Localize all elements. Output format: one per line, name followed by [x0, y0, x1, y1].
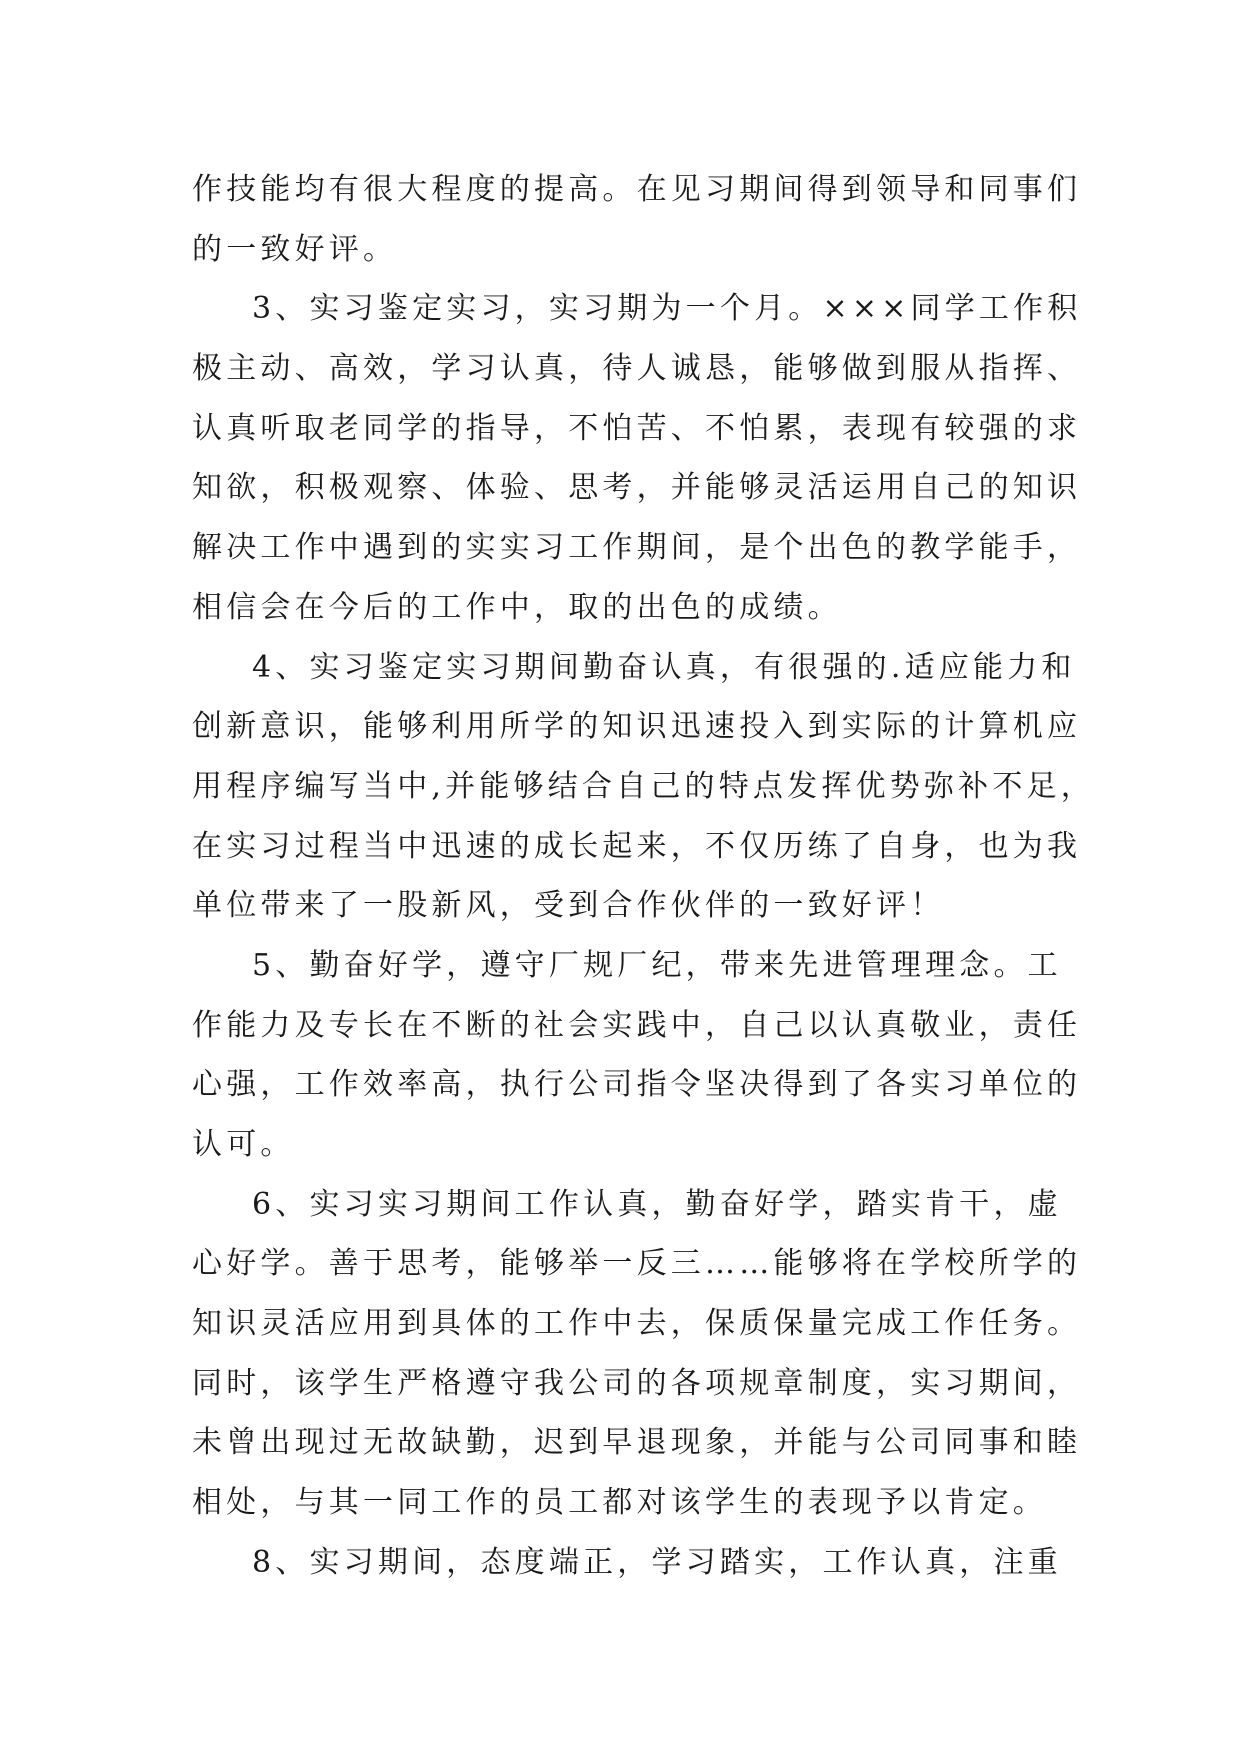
text-line: 3、实习鉴定实习，实习期为一个月。×××同学工作积: [252, 291, 1082, 327]
text-line: 5、勤奋好学，遵守厂规厂纪，带来先进管理理念。工: [252, 947, 1062, 983]
document-page: [192, 160, 1095, 1593]
text-line: 相处，与其一同工作的员工都对该学生的表现予以肯定。: [192, 1485, 1047, 1521]
text-line: 4、实习鉴定实习期间勤奋认真，有很强的.适应能力和: [252, 649, 1076, 685]
text-line: 在实习过程当中迅速的成长起来，不仅历练了自身，也为我: [192, 828, 1082, 864]
text-line: 作技能均有很大程度的提高。在见习期间得到领导和同事们: [192, 172, 1082, 207]
text-line: 知识灵活应用到具体的工作中去，保质保量完成工作任务。: [192, 1306, 1082, 1342]
text-line: 8、实习期间，态度端正，学习踏实，工作认真，注重: [252, 1544, 1062, 1580]
text-line: 6、实习实习期间工作认真，勤奋好学，踏实肯干，虚: [252, 1186, 1062, 1222]
text-line: 极主动、高效，学习认真，待人诚恳，能够做到服从指挥、: [192, 351, 1082, 387]
text-line: 心强，工作效率高，执行公司指令坚决得到了各实习单位的: [192, 1067, 1082, 1103]
text-line: 创新意识，能够利用所学的知识迅速投入到实际的计算机应: [192, 709, 1082, 745]
text-line: 单位带来了一股新风，受到合作伙伴的一致好评！: [192, 888, 945, 924]
text-line: 的一致好评。: [192, 231, 398, 267]
text-line: 认可。: [192, 1127, 295, 1162]
text-line: 相信会在今后的工作中，取的出色的成绩。: [192, 589, 842, 625]
text-line: 认真听取老同学的指导，不怕苦、不怕累，表现有较强的求: [192, 410, 1082, 446]
text-line: 未曾出现过无故缺勤，迟到早退现象，并能与公司同事和睦: [192, 1425, 1082, 1461]
text-line: 解决工作中遇到的实实习工作期间，是个出色的教学能手，: [192, 530, 1082, 566]
text-line: 用程序编写当中,并能够结合自己的特点发挥优势弥补不足，: [192, 768, 1095, 804]
text-line: 作能力及专长在不断的社会实践中，自己以认真敬业，责任: [192, 1007, 1082, 1043]
text-line: 同时，该学生严格遵守我公司的各项规章制度，实习期间，: [192, 1365, 1082, 1401]
text-line: 知欲，积极观察、体验、思考，并能够灵活运用自己的知识: [192, 470, 1082, 506]
text-line: 心好学。善于思考，能够举一反三……能够将在学校所学的: [192, 1246, 1082, 1282]
